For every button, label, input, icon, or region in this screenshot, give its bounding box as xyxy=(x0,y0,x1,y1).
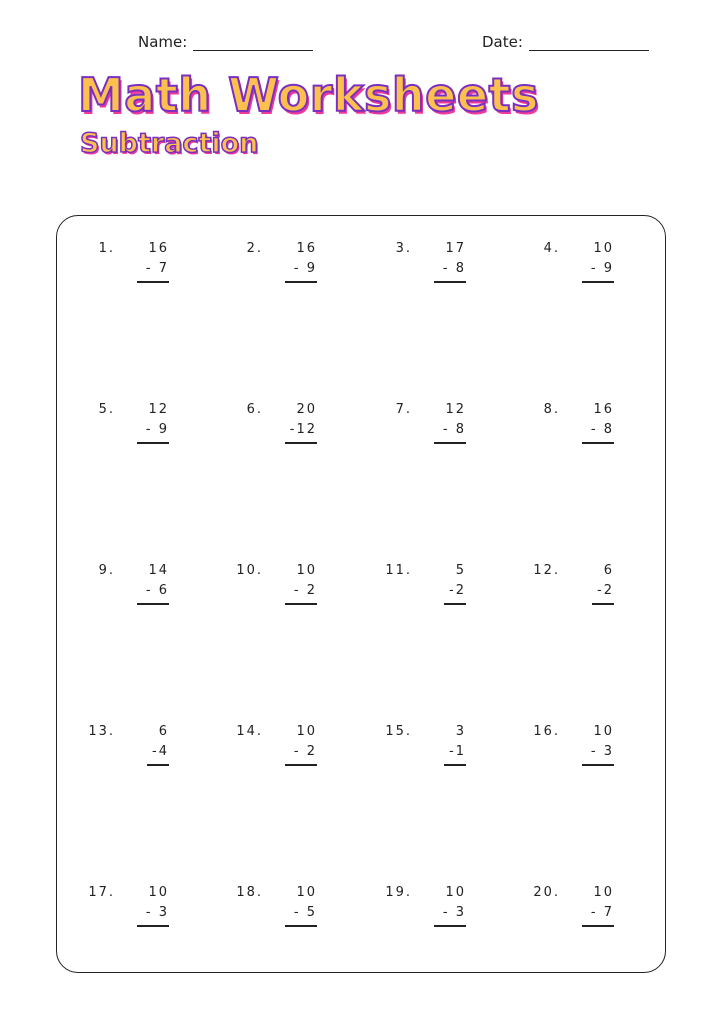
minuend: 12 xyxy=(445,402,466,417)
problem-number: 6. xyxy=(246,402,263,417)
subtrahend: - 5 xyxy=(293,905,317,920)
problem-number: 3. xyxy=(395,241,412,256)
name-blank-line[interactable] xyxy=(193,36,313,51)
answer-line[interactable] xyxy=(434,442,466,444)
problem-11 xyxy=(356,563,466,613)
answer-line[interactable] xyxy=(285,925,317,927)
minuend: 10 xyxy=(296,563,317,578)
minuend: 16 xyxy=(296,241,317,256)
subtrahend: - 7 xyxy=(145,261,169,276)
problem-15 xyxy=(356,724,466,774)
problem-number: 2. xyxy=(246,241,263,256)
subtrahend: -2 xyxy=(449,583,466,598)
subtrahend: - 8 xyxy=(442,261,466,276)
date-label: Date: xyxy=(482,33,523,51)
subtrahend: - 2 xyxy=(293,744,317,759)
answer-line[interactable] xyxy=(582,442,614,444)
subtrahend: - 2 xyxy=(293,583,317,598)
subtrahend: - 6 xyxy=(145,583,169,598)
minuend: 10 xyxy=(593,241,614,256)
minuend: 14 xyxy=(148,563,169,578)
answer-line[interactable] xyxy=(137,281,169,283)
subtrahend: - 3 xyxy=(145,905,169,920)
minuend: 20 xyxy=(296,402,317,417)
minuend: 10 xyxy=(296,885,317,900)
answer-line[interactable] xyxy=(592,603,614,605)
subtrahend: -2 xyxy=(597,583,614,598)
answer-line[interactable] xyxy=(285,603,317,605)
problem-number: 20. xyxy=(533,885,560,900)
minuend: 6 xyxy=(158,724,169,739)
subtrahend: - 3 xyxy=(590,744,614,759)
problem-6 xyxy=(207,402,317,452)
subtrahend: - 9 xyxy=(145,422,169,437)
answer-line[interactable] xyxy=(137,442,169,444)
problem-4 xyxy=(504,241,614,291)
problem-9 xyxy=(59,563,169,613)
problem-14 xyxy=(207,724,317,774)
subtrahend: - 9 xyxy=(590,261,614,276)
problem-number: 15. xyxy=(385,724,412,739)
problem-number: 5. xyxy=(98,402,115,417)
minuend: 16 xyxy=(148,241,169,256)
problem-12 xyxy=(504,563,614,613)
problem-18 xyxy=(207,885,317,935)
problem-19 xyxy=(356,885,466,935)
answer-line[interactable] xyxy=(434,281,466,283)
minuend: 6 xyxy=(603,563,614,578)
problem-number: 13. xyxy=(88,724,115,739)
subtrahend: -4 xyxy=(152,744,169,759)
problem-7 xyxy=(356,402,466,452)
minuend: 5 xyxy=(455,563,466,578)
worksheet-title: Math Worksheets xyxy=(78,68,539,122)
problem-3 xyxy=(356,241,466,291)
minuend: 10 xyxy=(593,885,614,900)
problem-number: 18. xyxy=(236,885,263,900)
answer-line[interactable] xyxy=(444,603,466,605)
answer-line[interactable] xyxy=(137,925,169,927)
problem-number: 17. xyxy=(88,885,115,900)
problem-1 xyxy=(59,241,169,291)
problems-panel xyxy=(56,215,666,973)
minuend: 10 xyxy=(593,724,614,739)
answer-line[interactable] xyxy=(285,764,317,766)
answer-line[interactable] xyxy=(444,764,466,766)
problem-number: 7. xyxy=(395,402,412,417)
date-field[interactable] xyxy=(482,33,649,51)
answer-line[interactable] xyxy=(137,603,169,605)
subtrahend: - 3 xyxy=(442,905,466,920)
name-field[interactable] xyxy=(138,33,313,51)
subtrahend: -12 xyxy=(289,422,317,437)
problem-number: 9. xyxy=(98,563,115,578)
problem-number: 4. xyxy=(543,241,560,256)
minuend: 17 xyxy=(445,241,466,256)
minuend: 3 xyxy=(455,724,466,739)
problem-number: 10. xyxy=(236,563,263,578)
problem-number: 19. xyxy=(385,885,412,900)
problem-5 xyxy=(59,402,169,452)
problem-13 xyxy=(59,724,169,774)
answer-line[interactable] xyxy=(147,764,169,766)
minuend: 16 xyxy=(593,402,614,417)
answer-line[interactable] xyxy=(285,442,317,444)
problem-16 xyxy=(504,724,614,774)
problem-number: 1. xyxy=(98,241,115,256)
answer-line[interactable] xyxy=(582,764,614,766)
answer-line[interactable] xyxy=(285,281,317,283)
problem-number: 16. xyxy=(533,724,560,739)
problem-number: 8. xyxy=(543,402,560,417)
subtrahend: - 9 xyxy=(293,261,317,276)
problem-10 xyxy=(207,563,317,613)
problem-17 xyxy=(59,885,169,935)
worksheet-subtitle: Subtraction xyxy=(80,128,259,159)
answer-line[interactable] xyxy=(434,925,466,927)
problem-number: 14. xyxy=(236,724,263,739)
minuend: 12 xyxy=(148,402,169,417)
problem-number: 11. xyxy=(385,563,412,578)
minuend: 10 xyxy=(445,885,466,900)
subtrahend: -1 xyxy=(449,744,466,759)
subtrahend: - 8 xyxy=(590,422,614,437)
problem-20 xyxy=(504,885,614,935)
problem-8 xyxy=(504,402,614,452)
problem-number: 12. xyxy=(533,563,560,578)
problem-2 xyxy=(207,241,317,291)
subtrahend: - 7 xyxy=(590,905,614,920)
date-blank-line[interactable] xyxy=(529,36,649,51)
answer-line[interactable] xyxy=(582,281,614,283)
subtrahend: - 8 xyxy=(442,422,466,437)
minuend: 10 xyxy=(296,724,317,739)
name-label: Name: xyxy=(138,33,188,51)
minuend: 10 xyxy=(148,885,169,900)
answer-line[interactable] xyxy=(582,925,614,927)
